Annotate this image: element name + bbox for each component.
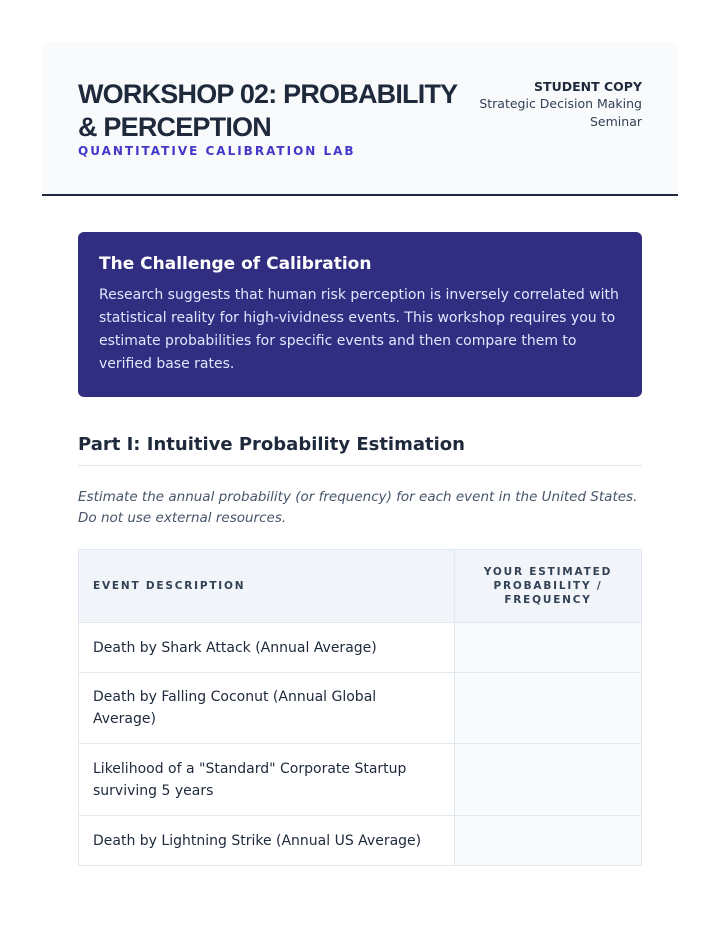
event-cell: Death by Shark Attack (Annual Average)	[79, 623, 455, 673]
callout-body: Research suggests that human risk perception is inversely correlated with statistical reality for high-vividness events. This workshop requires you to estimate probabilities for specific events and then compare them to verified base rates.	[99, 287, 619, 372]
estimation-table	[78, 549, 642, 866]
event-cell: Death by Falling Coconut (Annual Global Average)	[79, 673, 455, 744]
page-subtitle: QUANTITATIVE CALIBRATION LAB	[78, 144, 356, 158]
column-header-estimate: YOUR ESTIMATED PROBABILITY / FREQUENCY	[455, 550, 642, 623]
table-row	[79, 744, 642, 816]
callout-title: The Challenge of Calibration	[99, 254, 372, 274]
event-cell: Likelihood of a "Standard" Corporate Startup surviving 5 years	[79, 744, 455, 816]
copy-label: STUDENT COPY	[534, 79, 642, 94]
estimate-cell[interactable]	[455, 744, 642, 816]
column-header-event: EVENT DESCRIPTION	[79, 550, 455, 623]
document-meta	[442, 78, 642, 131]
event-cell: Death by Lightning Strike (Annual US Average)	[79, 816, 455, 866]
table-header-row	[79, 550, 642, 623]
section-instructions: Estimate the annual probability (or frequency) for each event in the United States. Do not use external resources.	[78, 489, 638, 526]
section-title-part1: Part I: Intuitive Probability Estimation	[78, 432, 642, 466]
estimate-cell[interactable]	[455, 673, 642, 744]
calibration-callout	[78, 232, 642, 397]
course-name-line1: Strategic Decision Making	[479, 96, 642, 111]
table-row	[79, 816, 642, 866]
table-row	[79, 673, 642, 744]
page-title: WORKSHOP 02: PROBABILITY & PERCEPTION	[78, 79, 457, 142]
table-row	[79, 623, 642, 673]
document-header	[42, 42, 678, 196]
estimate-cell[interactable]	[455, 623, 642, 673]
course-name-line2: Seminar	[590, 114, 642, 129]
estimate-cell[interactable]	[455, 816, 642, 866]
